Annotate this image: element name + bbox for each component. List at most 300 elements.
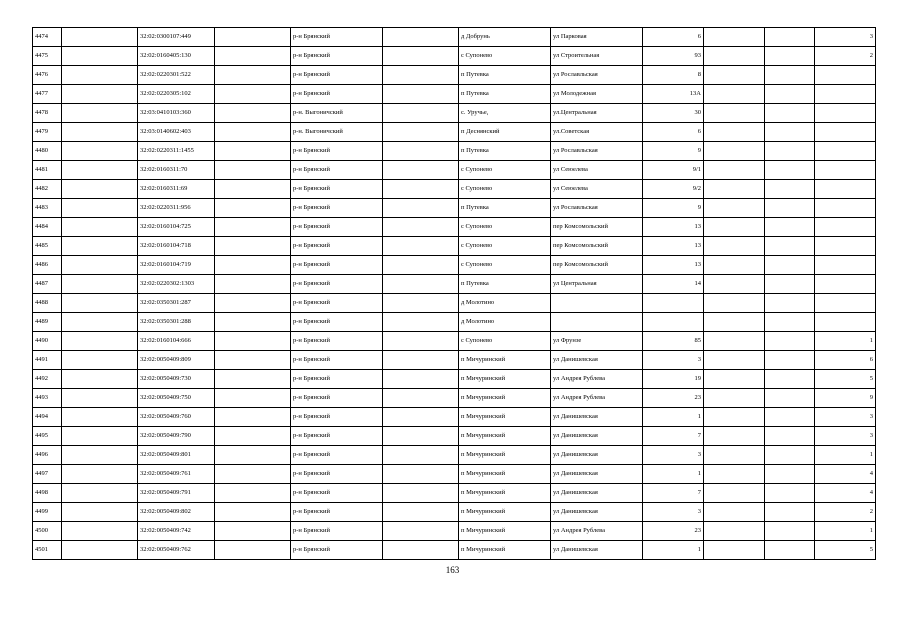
- cell-apartment: 9: [815, 389, 876, 408]
- cell-blank-col-c: [383, 47, 459, 66]
- cell-house-number: 13: [643, 237, 704, 256]
- cell-extra-col: [765, 28, 815, 47]
- cell-building: [704, 47, 765, 66]
- cell-district: р-н Брянский: [291, 28, 383, 47]
- cell-blank-col-c: [383, 180, 459, 199]
- cell-district: р-н Брянский: [291, 199, 383, 218]
- cell-blank-col-a: [62, 218, 138, 237]
- cell-row-number: 4475: [33, 47, 62, 66]
- cell-blank-col-a: [62, 66, 138, 85]
- cell-row-number: 4474: [33, 28, 62, 47]
- cell-settlement: с Супонево: [459, 218, 551, 237]
- cell-extra-col: [765, 256, 815, 275]
- cell-street: ул Данишевская: [551, 427, 643, 446]
- cell-blank-col-a: [62, 484, 138, 503]
- registry-table-body: [33, 28, 876, 560]
- cell-blank-col-b: [215, 161, 291, 180]
- cell-settlement: с. Уручье,: [459, 104, 551, 123]
- cell-blank-col-c: [383, 446, 459, 465]
- cell-row-number: 4489: [33, 313, 62, 332]
- cell-house-number: 9/1: [643, 161, 704, 180]
- cell-street: ул Фрунзе: [551, 332, 643, 351]
- cell-house-number: 19: [643, 370, 704, 389]
- cell-building: [704, 484, 765, 503]
- cell-blank-col-b: [215, 66, 291, 85]
- cell-blank-col-b: [215, 28, 291, 47]
- cell-district: р-н Брянский: [291, 484, 383, 503]
- cell-blank-col-c: [383, 123, 459, 142]
- cell-street: ул Строительная: [551, 47, 643, 66]
- cell-house-number: 1: [643, 465, 704, 484]
- cell-settlement: с Супонево: [459, 237, 551, 256]
- cell-extra-col: [765, 351, 815, 370]
- cell-blank-col-b: [215, 503, 291, 522]
- cell-cadastral-number: 32:02:0050409:802: [138, 503, 215, 522]
- cell-house-number: 7: [643, 427, 704, 446]
- cell-district: р-н Брянский: [291, 142, 383, 161]
- cell-blank-col-c: [383, 541, 459, 560]
- cell-district: р-н. Выгоничский: [291, 123, 383, 142]
- cell-blank-col-a: [62, 408, 138, 427]
- cell-building: [704, 85, 765, 104]
- cell-building: [704, 237, 765, 256]
- cell-street: [551, 313, 643, 332]
- table-row: [33, 47, 876, 66]
- cell-blank-col-a: [62, 503, 138, 522]
- cell-street: ул Парковая: [551, 28, 643, 47]
- cell-cadastral-number: 32:02:0220305:102: [138, 85, 215, 104]
- cell-blank-col-c: [383, 104, 459, 123]
- cell-extra-col: [765, 142, 815, 161]
- cell-street: ул Рославльская: [551, 199, 643, 218]
- cell-blank-col-c: [383, 199, 459, 218]
- table-row: [33, 123, 876, 142]
- cell-row-number: 4487: [33, 275, 62, 294]
- cell-extra-col: [765, 389, 815, 408]
- cell-settlement: д Молотино: [459, 294, 551, 313]
- cell-blank-col-c: [383, 237, 459, 256]
- cell-extra-col: [765, 465, 815, 484]
- cell-row-number: 4481: [33, 161, 62, 180]
- cell-apartment: 3: [815, 427, 876, 446]
- cell-extra-col: [765, 85, 815, 104]
- cell-blank-col-a: [62, 427, 138, 446]
- cell-house-number: 93: [643, 47, 704, 66]
- cell-row-number: 4495: [33, 427, 62, 446]
- cell-extra-col: [765, 161, 815, 180]
- cell-blank-col-a: [62, 465, 138, 484]
- cell-row-number: 4479: [33, 123, 62, 142]
- cell-building: [704, 503, 765, 522]
- cell-cadastral-number: 32:02:0050409:790: [138, 427, 215, 446]
- cell-blank-col-b: [215, 123, 291, 142]
- cell-building: [704, 332, 765, 351]
- cell-row-number: 4494: [33, 408, 62, 427]
- cell-district: р-н Брянский: [291, 256, 383, 275]
- cell-blank-col-a: [62, 275, 138, 294]
- table-row: [33, 180, 876, 199]
- cell-apartment: [815, 256, 876, 275]
- cell-extra-col: [765, 218, 815, 237]
- cell-extra-col: [765, 370, 815, 389]
- cell-street: [551, 294, 643, 313]
- cell-street: ул.Центральная: [551, 104, 643, 123]
- cell-blank-col-b: [215, 351, 291, 370]
- cell-settlement: п Мичуринский: [459, 351, 551, 370]
- cell-settlement: п Путевка: [459, 275, 551, 294]
- cell-house-number: 1: [643, 541, 704, 560]
- cell-building: [704, 427, 765, 446]
- cell-building: [704, 351, 765, 370]
- cell-blank-col-a: [62, 161, 138, 180]
- cell-street: ул Андрея Рублева: [551, 389, 643, 408]
- table-row: [33, 85, 876, 104]
- cell-settlement: п Мичуринский: [459, 484, 551, 503]
- cell-blank-col-b: [215, 275, 291, 294]
- cell-blank-col-b: [215, 199, 291, 218]
- cell-blank-col-b: [215, 237, 291, 256]
- cell-apartment: [815, 66, 876, 85]
- cell-building: [704, 275, 765, 294]
- cell-row-number: 4483: [33, 199, 62, 218]
- cell-cadastral-number: 32:02:0050409:801: [138, 446, 215, 465]
- table-row: [33, 332, 876, 351]
- cell-apartment: [815, 294, 876, 313]
- table-row: [33, 294, 876, 313]
- cell-blank-col-b: [215, 313, 291, 332]
- table-row: [33, 199, 876, 218]
- cell-cadastral-number: 32:02:0050409:791: [138, 484, 215, 503]
- cell-street: ул Рославльская: [551, 142, 643, 161]
- cell-blank-col-a: [62, 142, 138, 161]
- cell-settlement: п Деснянский: [459, 123, 551, 142]
- cell-house-number: [643, 313, 704, 332]
- cell-district: р-н Брянский: [291, 427, 383, 446]
- table-row: [33, 104, 876, 123]
- cell-district: р-н Брянский: [291, 541, 383, 560]
- cell-street: ул Рославльская: [551, 66, 643, 85]
- cell-blank-col-b: [215, 522, 291, 541]
- table-row: [33, 465, 876, 484]
- cell-district: р-н Брянский: [291, 180, 383, 199]
- cell-cadastral-number: 32:02:0050409:742: [138, 522, 215, 541]
- cell-street: пер Комсомольский: [551, 237, 643, 256]
- cell-apartment: 3: [815, 408, 876, 427]
- cell-apartment: [815, 142, 876, 161]
- cell-apartment: 6: [815, 351, 876, 370]
- cell-apartment: [815, 180, 876, 199]
- cell-extra-col: [765, 503, 815, 522]
- cell-settlement: п Мичуринский: [459, 503, 551, 522]
- cell-blank-col-b: [215, 465, 291, 484]
- cell-district: р-н. Выгоничский: [291, 104, 383, 123]
- cell-extra-col: [765, 47, 815, 66]
- cell-house-number: 23: [643, 522, 704, 541]
- cell-blank-col-c: [383, 28, 459, 47]
- cell-blank-col-b: [215, 427, 291, 446]
- cell-building: [704, 408, 765, 427]
- cell-building: [704, 522, 765, 541]
- cell-row-number: 4498: [33, 484, 62, 503]
- cell-district: р-н Брянский: [291, 446, 383, 465]
- cell-building: [704, 104, 765, 123]
- cell-row-number: 4501: [33, 541, 62, 560]
- cell-cadastral-number: 32:02:0160311:70: [138, 161, 215, 180]
- cell-building: [704, 142, 765, 161]
- cell-district: р-н Брянский: [291, 503, 383, 522]
- cell-settlement: п Мичуринский: [459, 465, 551, 484]
- cell-row-number: 4500: [33, 522, 62, 541]
- cell-blank-col-a: [62, 180, 138, 199]
- cell-cadastral-number: 32:03:0410103:360: [138, 104, 215, 123]
- cell-blank-col-c: [383, 370, 459, 389]
- cell-row-number: 4486: [33, 256, 62, 275]
- cell-house-number: 3: [643, 503, 704, 522]
- cell-settlement: п Путевка: [459, 199, 551, 218]
- cell-blank-col-c: [383, 66, 459, 85]
- cell-settlement: с Супонево: [459, 47, 551, 66]
- cell-row-number: 4496: [33, 446, 62, 465]
- cell-blank-col-b: [215, 389, 291, 408]
- cell-building: [704, 465, 765, 484]
- cell-row-number: 4484: [33, 218, 62, 237]
- cell-street: ул Данишевская: [551, 541, 643, 560]
- cell-extra-col: [765, 332, 815, 351]
- table-row: [33, 256, 876, 275]
- cell-row-number: 4493: [33, 389, 62, 408]
- cell-extra-col: [765, 522, 815, 541]
- cell-blank-col-c: [383, 484, 459, 503]
- cell-settlement: п Мичуринский: [459, 427, 551, 446]
- cell-district: р-н Брянский: [291, 313, 383, 332]
- cell-cadastral-number: 32:02:0350301:288: [138, 313, 215, 332]
- cell-apartment: 3: [815, 28, 876, 47]
- cell-building: [704, 313, 765, 332]
- cell-row-number: 4480: [33, 142, 62, 161]
- cell-blank-col-b: [215, 142, 291, 161]
- cell-house-number: 1: [643, 408, 704, 427]
- cell-cadastral-number: 32:02:0050409:809: [138, 351, 215, 370]
- cell-street: ул Данишевская: [551, 446, 643, 465]
- cell-extra-col: [765, 427, 815, 446]
- cell-blank-col-a: [62, 522, 138, 541]
- cell-house-number: 85: [643, 332, 704, 351]
- cell-blank-col-c: [383, 408, 459, 427]
- cell-settlement: с Супонево: [459, 180, 551, 199]
- cell-cadastral-number: 32:02:0220301:522: [138, 66, 215, 85]
- cell-cadastral-number: 32:02:0050409:730: [138, 370, 215, 389]
- cell-extra-col: [765, 275, 815, 294]
- cell-house-number: 14: [643, 275, 704, 294]
- cell-blank-col-a: [62, 541, 138, 560]
- cell-house-number: 30: [643, 104, 704, 123]
- cell-blank-col-b: [215, 256, 291, 275]
- cell-extra-col: [765, 294, 815, 313]
- cell-district: р-н Брянский: [291, 294, 383, 313]
- cell-district: р-н Брянский: [291, 161, 383, 180]
- cell-street: ул Данишевская: [551, 503, 643, 522]
- cell-blank-col-a: [62, 28, 138, 47]
- cell-blank-col-a: [62, 85, 138, 104]
- cell-apartment: [815, 85, 876, 104]
- table-row: [33, 351, 876, 370]
- cell-extra-col: [765, 104, 815, 123]
- cell-cadastral-number: 32:02:0160104:718: [138, 237, 215, 256]
- cell-blank-col-c: [383, 522, 459, 541]
- cell-building: [704, 161, 765, 180]
- cell-cadastral-number: 32:02:0220311:956: [138, 199, 215, 218]
- cell-apartment: 1: [815, 446, 876, 465]
- cell-building: [704, 541, 765, 560]
- cell-house-number: 9/2: [643, 180, 704, 199]
- cell-row-number: 4499: [33, 503, 62, 522]
- cell-blank-col-b: [215, 484, 291, 503]
- cell-cadastral-number: 32:02:0050409:762: [138, 541, 215, 560]
- cell-district: р-н Брянский: [291, 389, 383, 408]
- cell-street: ул Данишевская: [551, 484, 643, 503]
- cell-row-number: 4478: [33, 104, 62, 123]
- cell-blank-col-a: [62, 237, 138, 256]
- cell-house-number: 9: [643, 199, 704, 218]
- cell-house-number: 13: [643, 218, 704, 237]
- cell-blank-col-a: [62, 256, 138, 275]
- cell-settlement: с Супонево: [459, 161, 551, 180]
- table-row: [33, 522, 876, 541]
- cell-extra-col: [765, 237, 815, 256]
- cell-cadastral-number: 32:02:0300107:449: [138, 28, 215, 47]
- cell-blank-col-c: [383, 427, 459, 446]
- cell-apartment: 4: [815, 465, 876, 484]
- cell-street: ул.Советская: [551, 123, 643, 142]
- cell-house-number: 23: [643, 389, 704, 408]
- cell-apartment: 4: [815, 484, 876, 503]
- cell-apartment: 1: [815, 332, 876, 351]
- cell-row-number: 4490: [33, 332, 62, 351]
- cell-row-number: 4477: [33, 85, 62, 104]
- cell-street: ул Сеюелева: [551, 161, 643, 180]
- cell-cadastral-number: 32:02:0160104:725: [138, 218, 215, 237]
- cell-blank-col-b: [215, 408, 291, 427]
- table-row: [33, 275, 876, 294]
- cell-house-number: [643, 294, 704, 313]
- cell-extra-col: [765, 408, 815, 427]
- cell-blank-col-a: [62, 446, 138, 465]
- cell-building: [704, 370, 765, 389]
- cell-cadastral-number: 32:03:0140602:403: [138, 123, 215, 142]
- cell-house-number: 7: [643, 484, 704, 503]
- cell-settlement: п Мичуринский: [459, 446, 551, 465]
- cell-blank-col-b: [215, 47, 291, 66]
- cell-blank-col-a: [62, 47, 138, 66]
- cell-extra-col: [765, 66, 815, 85]
- cell-blank-col-a: [62, 313, 138, 332]
- cell-apartment: 2: [815, 47, 876, 66]
- cell-apartment: 1: [815, 522, 876, 541]
- cell-blank-col-a: [62, 104, 138, 123]
- cell-street: ул Молодежная: [551, 85, 643, 104]
- cell-settlement: д Молотино: [459, 313, 551, 332]
- cell-building: [704, 28, 765, 47]
- cell-row-number: 4485: [33, 237, 62, 256]
- cell-house-number: 13А: [643, 85, 704, 104]
- cell-row-number: 4491: [33, 351, 62, 370]
- cell-settlement: с Супонево: [459, 332, 551, 351]
- cell-building: [704, 256, 765, 275]
- cell-cadastral-number: 32:02:0160311:69: [138, 180, 215, 199]
- cell-row-number: 4497: [33, 465, 62, 484]
- cell-apartment: 2: [815, 503, 876, 522]
- cell-row-number: 4492: [33, 370, 62, 389]
- table-row: [33, 389, 876, 408]
- cell-district: р-н Брянский: [291, 370, 383, 389]
- cell-building: [704, 123, 765, 142]
- cell-apartment: [815, 237, 876, 256]
- cell-building: [704, 180, 765, 199]
- table-row: [33, 313, 876, 332]
- cell-blank-col-c: [383, 465, 459, 484]
- cell-street: ул Данишевская: [551, 351, 643, 370]
- cell-settlement: п Мичуринский: [459, 408, 551, 427]
- cell-blank-col-c: [383, 161, 459, 180]
- cell-blank-col-c: [383, 218, 459, 237]
- cell-blank-col-c: [383, 332, 459, 351]
- cell-blank-col-c: [383, 294, 459, 313]
- cell-blank-col-b: [215, 294, 291, 313]
- cell-apartment: [815, 104, 876, 123]
- cell-extra-col: [765, 180, 815, 199]
- cell-street: ул Данишевская: [551, 465, 643, 484]
- cell-row-number: 4488: [33, 294, 62, 313]
- cell-district: р-н Брянский: [291, 85, 383, 104]
- cell-blank-col-a: [62, 123, 138, 142]
- cell-street: ул Центральная: [551, 275, 643, 294]
- table-row: [33, 66, 876, 85]
- cell-cadastral-number: 32:02:0050409:761: [138, 465, 215, 484]
- cell-cadastral-number: 32:02:0220302:1303: [138, 275, 215, 294]
- cell-district: р-н Брянский: [291, 47, 383, 66]
- table-row: [33, 484, 876, 503]
- cell-district: р-н Брянский: [291, 332, 383, 351]
- cell-apartment: [815, 199, 876, 218]
- cell-extra-col: [765, 541, 815, 560]
- cell-blank-col-a: [62, 370, 138, 389]
- cell-blank-col-c: [383, 256, 459, 275]
- cell-settlement: п Мичуринский: [459, 389, 551, 408]
- cell-street: ул Андрея Рублева: [551, 522, 643, 541]
- cell-house-number: 9: [643, 142, 704, 161]
- cell-blank-col-b: [215, 218, 291, 237]
- cell-building: [704, 389, 765, 408]
- table-row: [33, 541, 876, 560]
- cell-settlement: п Путевка: [459, 142, 551, 161]
- cell-blank-col-c: [383, 351, 459, 370]
- cell-blank-col-c: [383, 313, 459, 332]
- table-row: [33, 427, 876, 446]
- cell-apartment: [815, 313, 876, 332]
- cell-building: [704, 199, 765, 218]
- cell-extra-col: [765, 123, 815, 142]
- cell-blank-col-b: [215, 104, 291, 123]
- cell-blank-col-a: [62, 294, 138, 313]
- table-row: [33, 28, 876, 47]
- cell-blank-col-b: [215, 85, 291, 104]
- cell-blank-col-b: [215, 332, 291, 351]
- cell-blank-col-c: [383, 275, 459, 294]
- cell-blank-col-a: [62, 351, 138, 370]
- cell-blank-col-a: [62, 389, 138, 408]
- table-row: [33, 142, 876, 161]
- cell-extra-col: [765, 199, 815, 218]
